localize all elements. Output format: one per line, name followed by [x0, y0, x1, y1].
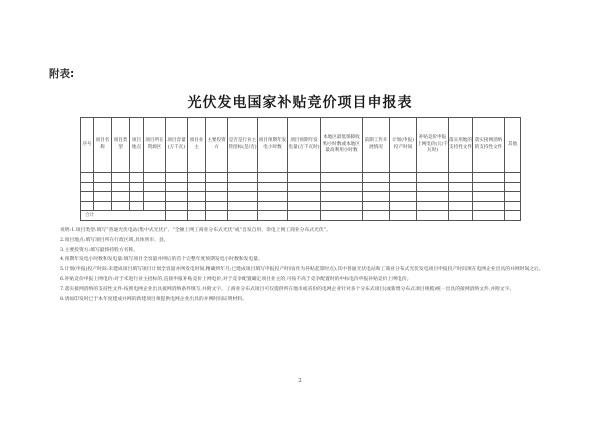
table-cell[interactable]	[363, 182, 390, 192]
table-cell[interactable]	[130, 192, 144, 202]
table-cell[interactable]	[228, 201, 258, 211]
notes-section	[60, 226, 548, 304]
column-header: 落实用地的支持性文件	[449, 118, 473, 173]
table-cell[interactable]	[258, 173, 288, 183]
total-label: 合计	[81, 211, 166, 221]
table-cell[interactable]	[206, 201, 228, 211]
table-cell[interactable]	[166, 173, 188, 183]
column-header: 项目业主	[188, 118, 206, 173]
column-header: 项目所在资源区	[144, 118, 166, 173]
table-cell[interactable]	[505, 201, 521, 211]
total-cell[interactable]	[473, 211, 505, 221]
table-row	[81, 173, 521, 183]
page-number: 2	[298, 378, 302, 384]
table-cell[interactable]	[206, 182, 228, 192]
note-item: 3.主要投资方:填写最终持股方名称。	[60, 247, 139, 253]
table-cell[interactable]	[473, 192, 505, 202]
table-cell[interactable]	[94, 173, 112, 183]
bid-application-table	[80, 117, 521, 221]
table-cell[interactable]	[449, 192, 473, 202]
table-cell[interactable]	[258, 182, 288, 192]
table-cell[interactable]	[417, 201, 449, 211]
table-cell[interactable]	[363, 192, 390, 202]
table-cell[interactable]	[363, 201, 390, 211]
column-header: 项目预期年发电量(万千瓦时)	[288, 118, 321, 173]
table-cell[interactable]	[81, 182, 94, 192]
table-cell[interactable]	[144, 173, 166, 183]
total-cell[interactable]	[449, 211, 473, 221]
table-cell[interactable]	[112, 201, 130, 211]
total-cell[interactable]	[228, 211, 258, 221]
table-cell[interactable]	[228, 173, 258, 183]
total-cell[interactable]	[188, 211, 206, 221]
table-cell[interactable]	[473, 182, 505, 192]
table-cell[interactable]	[144, 182, 166, 192]
table-cell[interactable]	[188, 201, 206, 211]
table-cell[interactable]	[258, 192, 288, 202]
table-cell[interactable]	[112, 182, 130, 192]
note-item: 4.预期年发电小时数和发电量:填写项目全容量并网后的首个完整年度预期发电小时数和发电量。	[60, 257, 263, 263]
table-cell[interactable]	[288, 192, 321, 202]
total-row	[81, 211, 521, 221]
table-cell[interactable]	[228, 192, 258, 202]
table-cell[interactable]	[417, 173, 449, 183]
table-cell[interactable]	[94, 182, 112, 192]
column-header: 项目预期年发电小时数	[258, 118, 288, 173]
table-cell[interactable]	[363, 173, 390, 183]
table-cell[interactable]	[228, 182, 258, 192]
column-header: 主要投资方	[206, 118, 228, 173]
table-cell[interactable]	[288, 173, 321, 183]
table-cell[interactable]	[449, 201, 473, 211]
table-cell[interactable]	[166, 182, 188, 192]
total-cell[interactable]	[321, 211, 363, 221]
total-cell[interactable]	[288, 211, 321, 221]
table-row	[81, 201, 521, 211]
note-item: 说明:1.项目类型:填写“普通光伏电站(集中式光伏)”、“全额上网工商业分布式光伏”或“自发自用、余电上网工商业分布式光伏”。	[60, 228, 331, 233]
table-cell[interactable]	[130, 173, 144, 183]
table-cell[interactable]	[288, 182, 321, 192]
column-header: 补贴竞价申报上网电价(元/千瓦时)	[417, 118, 449, 173]
table-cell[interactable]	[321, 192, 363, 202]
note-item: 6.补贴竞价申报上网电价:对于未进行业主招标的,直接申报补贴竞价上网电价;对于竞争配置确定项目业主的,可按不高于竞争配置时的中标电价申报补贴竞价上网电价。	[60, 276, 412, 282]
total-cell[interactable]	[363, 211, 390, 221]
table-cell[interactable]	[321, 173, 363, 183]
total-cell[interactable]	[505, 211, 521, 221]
column-header: 计划(申报)投产时间	[390, 118, 417, 173]
table-cell[interactable]	[258, 201, 288, 211]
total-cell[interactable]	[206, 211, 228, 221]
table-cell[interactable]	[166, 192, 188, 202]
table-cell[interactable]	[473, 173, 505, 183]
table-cell[interactable]	[288, 201, 321, 211]
form-title: 光伏发电国家补贴竞价项目申报表	[187, 95, 413, 111]
attachment-label: 附表:	[49, 68, 75, 80]
table-cell[interactable]	[188, 182, 206, 192]
table-cell[interactable]	[144, 192, 166, 202]
table-cell[interactable]	[505, 182, 521, 192]
table-cell[interactable]	[449, 182, 473, 192]
table-cell[interactable]	[112, 192, 130, 202]
column-header: 其他	[505, 118, 521, 173]
table-cell[interactable]	[390, 173, 417, 183]
column-header: 项目容量(万千瓦)	[166, 118, 188, 173]
column-header: 前期工作开展情况	[363, 118, 390, 173]
table-cell[interactable]	[505, 173, 521, 183]
total-cell[interactable]	[166, 211, 188, 221]
column-header: 项目类型	[112, 118, 130, 173]
table-cell[interactable]	[130, 201, 144, 211]
table-cell[interactable]	[390, 201, 417, 211]
table-cell[interactable]	[417, 182, 449, 192]
table-cell[interactable]	[321, 201, 363, 211]
total-cell[interactable]	[417, 211, 449, 221]
table-cell[interactable]	[321, 182, 363, 192]
table-header-row	[81, 118, 521, 173]
total-cell[interactable]	[390, 211, 417, 221]
table-row	[81, 182, 521, 192]
table-row	[81, 192, 521, 202]
column-header: 序号	[81, 118, 94, 173]
table-cell[interactable]	[94, 192, 112, 202]
table-cell[interactable]	[81, 192, 94, 202]
table-cell[interactable]	[390, 182, 417, 192]
column-header: 项目名称	[94, 118, 112, 173]
table-cell[interactable]	[417, 192, 449, 202]
table-cell[interactable]	[166, 201, 188, 211]
table-cell[interactable]	[144, 201, 166, 211]
total-cell[interactable]	[258, 211, 288, 221]
note-item: 7.落实接网消纳的支持性文件:按照电网企业出具接网消纳条件填写,并附文字。工商业分布式项目可仅提供所在地市或省份的电网企业针对多个分布式项目(或新增分布式项目规模)统一出具的接网消纳文件,并附文字。	[60, 286, 515, 292]
note-item: 8.请如印发时已于本年度建成并网的新建项目须提供电网企业出具的并网时间证明材料。	[60, 296, 247, 302]
table-cell[interactable]	[130, 182, 144, 192]
column-header: 落实接网消纳的支持性文件	[473, 118, 505, 173]
table-cell[interactable]	[94, 201, 112, 211]
note-item: 2.项目地点:填写项目所在行政区域,具体到市、县。	[60, 237, 169, 243]
table-cell[interactable]	[112, 173, 130, 183]
table-cell[interactable]	[188, 192, 206, 202]
table-cell[interactable]	[206, 173, 228, 183]
column-header: 本地区最低保障收购小时数或本地区最高利用小时数	[321, 118, 363, 173]
table-cell[interactable]	[188, 173, 206, 183]
table-cell[interactable]	[390, 192, 417, 202]
table-cell[interactable]	[81, 201, 94, 211]
table-cell[interactable]	[505, 192, 521, 202]
column-header: 是否是行业主管招标(是/否)	[228, 118, 258, 173]
column-header: 项目地点	[130, 118, 144, 173]
table-cell[interactable]	[81, 173, 94, 183]
table-cell[interactable]	[473, 201, 505, 211]
note-item: 5.计划(申报)投产时间:未建成项目填写项目计划全容量并网发电时间,精确到年月;已建成项目填写申报投产时间(作为补贴起算时点),其中普通光伏电站和工商业分布式光伏发电项目申报投产时间须在电网企业出具的并网时间之后。	[60, 267, 544, 273]
table-cell[interactable]	[206, 192, 228, 202]
table-cell[interactable]	[449, 173, 473, 183]
